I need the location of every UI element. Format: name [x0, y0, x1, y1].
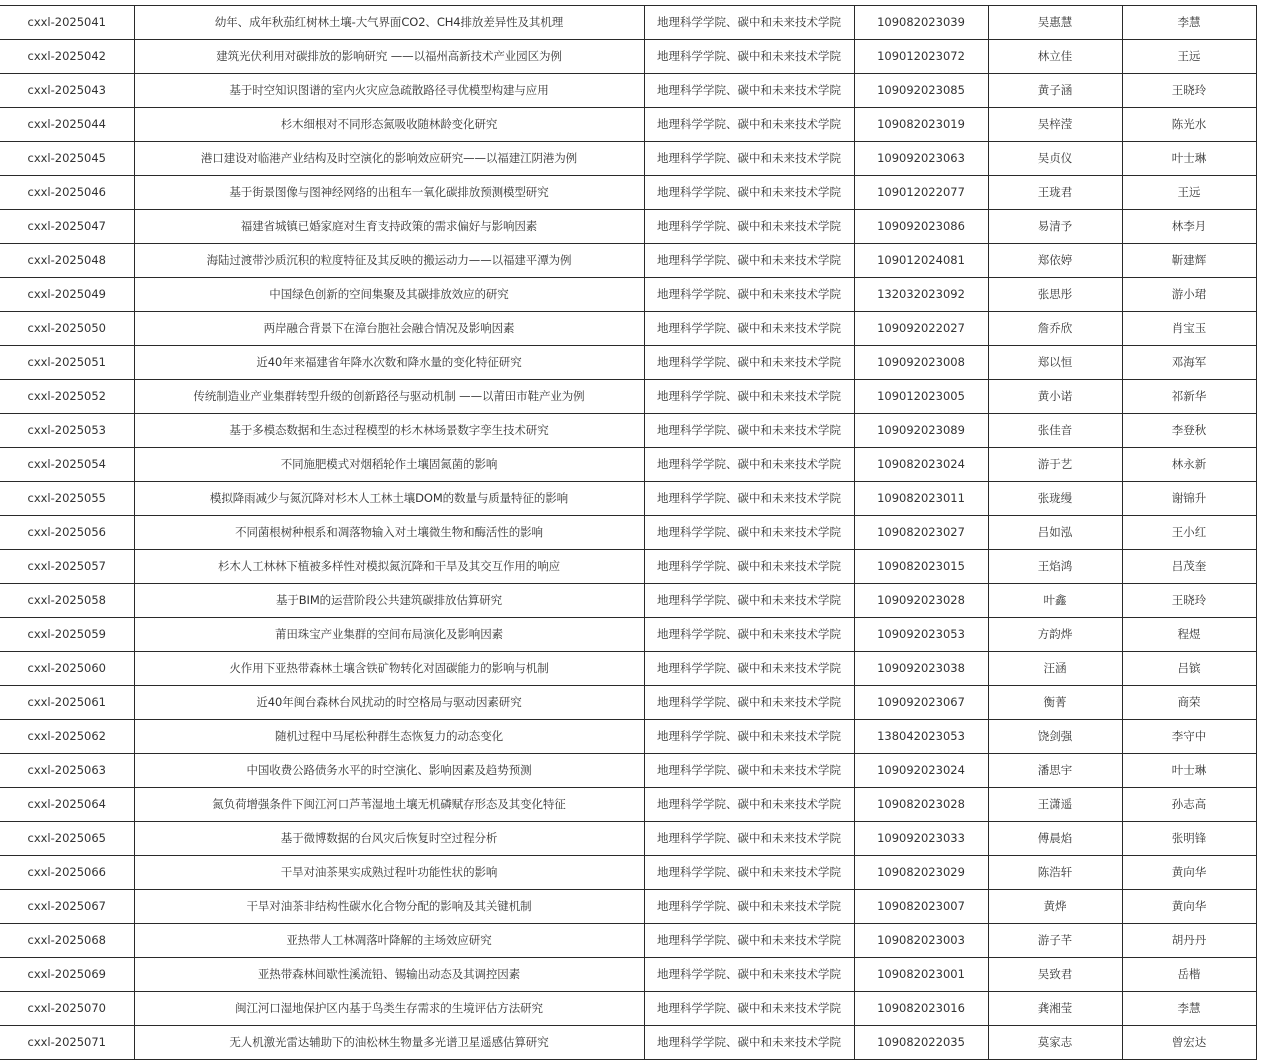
advisor-name-cell[interactable]: 王小红 [1122, 516, 1256, 550]
student-name-cell[interactable]: 吴梓滢 [988, 108, 1122, 142]
college-cell[interactable]: 地理科学学院、碳中和未来技术学院 [644, 482, 854, 516]
student-name-cell[interactable]: 潘思宇 [988, 754, 1122, 788]
project-code-cell[interactable]: cxxl-2025057 [0, 550, 134, 584]
project-code-cell[interactable]: cxxl-2025050 [0, 312, 134, 346]
student-name-cell[interactable]: 汪涵 [988, 652, 1122, 686]
college-cell[interactable]: 地理科学学院、碳中和未来技术学院 [644, 6, 854, 40]
project-title-cell[interactable]: 近40年来福建省年降水次数和降水量的变化特征研究 [134, 346, 644, 380]
student-id-cell[interactable]: 109082023039 [854, 6, 988, 40]
advisor-name-cell[interactable]: 祁新华 [1122, 380, 1256, 414]
advisor-name-cell[interactable]: 王晓玲 [1122, 584, 1256, 618]
project-title-cell[interactable]: 近40年闽台森林台风扰动的时空格局与驱动因素研究 [134, 686, 644, 720]
college-cell[interactable]: 地理科学学院、碳中和未来技术学院 [644, 992, 854, 1026]
student-name-cell[interactable]: 衡菁 [988, 686, 1122, 720]
table-row [0, 108, 1256, 142]
student-id-cell[interactable]: 109092023008 [854, 346, 988, 380]
student-id-cell[interactable]: 109082023024 [854, 448, 988, 482]
advisor-name-cell[interactable]: 游小珺 [1122, 278, 1256, 312]
project-code-cell[interactable]: cxxl-2025053 [0, 414, 134, 448]
project-code-cell[interactable]: cxxl-2025061 [0, 686, 134, 720]
advisor-name-cell[interactable]: 王远 [1122, 40, 1256, 74]
advisor-name-cell[interactable]: 岳楷 [1122, 958, 1256, 992]
college-cell[interactable]: 地理科学学院、碳中和未来技术学院 [644, 210, 854, 244]
table-row [0, 448, 1256, 482]
project-code-cell[interactable]: cxxl-2025062 [0, 720, 134, 754]
college-cell[interactable]: 地理科学学院、碳中和未来技术学院 [644, 788, 854, 822]
project-title-cell[interactable]: 杉木人工林林下植被多样性对模拟氮沉降和干旱及其交互作用的响应 [134, 550, 644, 584]
project-title-cell[interactable]: 不同施肥模式对烟稻轮作土壤固氮菌的影响 [134, 448, 644, 482]
student-id-cell[interactable]: 109092023067 [854, 686, 988, 720]
student-name-cell[interactable]: 龚湘莹 [988, 992, 1122, 1026]
advisor-name-cell[interactable]: 黄向华 [1122, 856, 1256, 890]
student-id-cell[interactable]: 109082023015 [854, 550, 988, 584]
college-cell[interactable]: 地理科学学院、碳中和未来技术学院 [644, 278, 854, 312]
project-title-cell[interactable]: 火作用下亚热带森林土壤含铁矿物转化对固碳能力的影响与机制 [134, 652, 644, 686]
project-code-cell[interactable]: cxxl-2025055 [0, 482, 134, 516]
student-name-cell[interactable]: 张佳音 [988, 414, 1122, 448]
student-name-cell[interactable]: 叶鑫 [988, 584, 1122, 618]
table-row [0, 176, 1256, 210]
advisor-name-cell[interactable]: 王远 [1122, 176, 1256, 210]
project-code-cell[interactable]: cxxl-2025043 [0, 74, 134, 108]
project-code-cell[interactable]: cxxl-2025067 [0, 890, 134, 924]
advisor-name-cell[interactable]: 肖宝玉 [1122, 312, 1256, 346]
project-title-cell[interactable]: 杉木细根对不同形态氮吸收随林龄变化研究 [134, 108, 644, 142]
advisor-name-cell[interactable]: 吕茂奎 [1122, 550, 1256, 584]
student-name-cell[interactable]: 王焰鸿 [988, 550, 1122, 584]
student-name-cell[interactable]: 张思彤 [988, 278, 1122, 312]
table-row [0, 74, 1256, 108]
college-cell[interactable]: 地理科学学院、碳中和未来技术学院 [644, 584, 854, 618]
project-code-cell[interactable]: cxxl-2025044 [0, 108, 134, 142]
college-cell[interactable]: 地理科学学院、碳中和未来技术学院 [644, 312, 854, 346]
table-row [0, 142, 1256, 176]
table-row [0, 346, 1256, 380]
project-code-cell[interactable]: cxxl-2025068 [0, 924, 134, 958]
advisor-name-cell[interactable]: 邓海军 [1122, 346, 1256, 380]
table-row [0, 312, 1256, 346]
project-code-cell[interactable]: cxxl-2025065 [0, 822, 134, 856]
project-code-cell[interactable]: cxxl-2025048 [0, 244, 134, 278]
project-title-cell[interactable]: 基于时空知识图谱的室内火灾应急疏散路径寻优模型构建与应用 [134, 74, 644, 108]
college-cell[interactable]: 地理科学学院、碳中和未来技术学院 [644, 890, 854, 924]
project-code-cell[interactable]: cxxl-2025058 [0, 584, 134, 618]
table-row [0, 278, 1256, 312]
college-cell[interactable]: 地理科学学院、碳中和未来技术学院 [644, 40, 854, 74]
student-name-cell[interactable]: 吴贞仪 [988, 142, 1122, 176]
student-id-cell[interactable]: 109092023085 [854, 74, 988, 108]
advisor-name-cell[interactable]: 吕镔 [1122, 652, 1256, 686]
advisor-name-cell[interactable]: 林永新 [1122, 448, 1256, 482]
project-title-cell[interactable]: 干旱对油茶果实成熟过程叶功能性状的影响 [134, 856, 644, 890]
college-cell[interactable]: 地理科学学院、碳中和未来技术学院 [644, 958, 854, 992]
project-code-cell[interactable]: cxxl-2025060 [0, 652, 134, 686]
student-id-cell[interactable]: 132032023092 [854, 278, 988, 312]
student-name-cell[interactable]: 吕如泓 [988, 516, 1122, 550]
table-row [0, 414, 1256, 448]
project-title-cell[interactable]: 闽江河口湿地保护区内基于鸟类生存需求的生境评估方法研究 [134, 992, 644, 1026]
student-id-cell[interactable]: 109082023028 [854, 788, 988, 822]
project-title-cell[interactable]: 莆田珠宝产业集群的空间布局演化及影响因素 [134, 618, 644, 652]
project-table [0, 5, 1257, 1060]
student-id-cell[interactable]: 109082023003 [854, 924, 988, 958]
project-code-cell[interactable]: cxxl-2025070 [0, 992, 134, 1026]
student-name-cell[interactable]: 张珑缦 [988, 482, 1122, 516]
student-id-cell[interactable]: 109082023001 [854, 958, 988, 992]
project-title-cell[interactable]: 氮负荷增强条件下闽江河口芦苇湿地土壤无机磷赋存形态及其变化特征 [134, 788, 644, 822]
project-title-cell[interactable]: 中国绿色创新的空间集聚及其碳排放效应的研究 [134, 278, 644, 312]
project-code-cell[interactable]: cxxl-2025071 [0, 1026, 134, 1060]
project-table-body [0, 6, 1256, 1060]
table-row [0, 40, 1256, 74]
student-name-cell[interactable]: 莫家志 [988, 1026, 1122, 1060]
table-row [0, 550, 1256, 584]
student-id-cell[interactable]: 109092023089 [854, 414, 988, 448]
project-code-cell[interactable]: cxxl-2025051 [0, 346, 134, 380]
table-row [0, 958, 1256, 992]
table-row [0, 822, 1256, 856]
college-cell[interactable]: 地理科学学院、碳中和未来技术学院 [644, 380, 854, 414]
advisor-name-cell[interactable]: 李慧 [1122, 992, 1256, 1026]
advisor-name-cell[interactable]: 靳建辉 [1122, 244, 1256, 278]
table-row [0, 584, 1256, 618]
table-row [0, 482, 1256, 516]
project-title-cell[interactable]: 建筑光伏利用对碳排放的影响研究 ——以福州高新技术产业园区为例 [134, 40, 644, 74]
student-name-cell[interactable]: 黄烨 [988, 890, 1122, 924]
student-id-cell[interactable]: 109092022027 [854, 312, 988, 346]
project-title-cell[interactable]: 基于微博数据的台风灾后恢复时空过程分析 [134, 822, 644, 856]
project-title-cell[interactable]: 传统制造业产业集群转型升级的创新路径与驱动机制 ——以莆田市鞋产业为例 [134, 380, 644, 414]
project-code-cell[interactable]: cxxl-2025041 [0, 6, 134, 40]
college-cell[interactable]: 地理科学学院、碳中和未来技术学院 [644, 108, 854, 142]
college-cell[interactable]: 地理科学学院、碳中和未来技术学院 [644, 924, 854, 958]
student-name-cell[interactable]: 黄小诺 [988, 380, 1122, 414]
table-row [0, 652, 1256, 686]
student-id-cell[interactable]: 109082023011 [854, 482, 988, 516]
student-name-cell[interactable]: 王潇遥 [988, 788, 1122, 822]
project-code-cell[interactable]: cxxl-2025045 [0, 142, 134, 176]
table-row [0, 788, 1256, 822]
project-code-cell[interactable]: cxxl-2025063 [0, 754, 134, 788]
student-id-cell[interactable]: 109012023005 [854, 380, 988, 414]
college-cell[interactable]: 地理科学学院、碳中和未来技术学院 [644, 652, 854, 686]
advisor-name-cell[interactable]: 曾宏达 [1122, 1026, 1256, 1060]
student-id-cell[interactable]: 109012022077 [854, 176, 988, 210]
student-id-cell[interactable]: 109092023024 [854, 754, 988, 788]
table-row [0, 754, 1256, 788]
student-id-cell[interactable]: 109092023028 [854, 584, 988, 618]
table-row [0, 924, 1256, 958]
college-cell[interactable]: 地理科学学院、碳中和未来技术学院 [644, 822, 854, 856]
project-title-cell[interactable]: 福建省城镇已婚家庭对生育支持政策的需求偏好与影响因素 [134, 210, 644, 244]
advisor-name-cell[interactable]: 程煜 [1122, 618, 1256, 652]
project-code-cell[interactable]: cxxl-2025064 [0, 788, 134, 822]
student-name-cell[interactable]: 傅晨焰 [988, 822, 1122, 856]
student-id-cell[interactable]: 109092023086 [854, 210, 988, 244]
project-code-cell[interactable]: cxxl-2025042 [0, 40, 134, 74]
table-row [0, 618, 1256, 652]
advisor-name-cell[interactable]: 叶士琳 [1122, 754, 1256, 788]
college-cell[interactable]: 地理科学学院、碳中和未来技术学院 [644, 346, 854, 380]
student-id-cell[interactable]: 138042023053 [854, 720, 988, 754]
project-title-cell[interactable]: 模拟降雨减少与氮沉降对杉木人工林土壤DOM的数量与质量特征的影响 [134, 482, 644, 516]
college-cell[interactable]: 地理科学学院、碳中和未来技术学院 [644, 686, 854, 720]
student-name-cell[interactable]: 方韵烨 [988, 618, 1122, 652]
college-cell[interactable]: 地理科学学院、碳中和未来技术学院 [644, 754, 854, 788]
advisor-name-cell[interactable]: 张明锋 [1122, 822, 1256, 856]
college-cell[interactable]: 地理科学学院、碳中和未来技术学院 [644, 176, 854, 210]
advisor-name-cell[interactable]: 商荣 [1122, 686, 1256, 720]
project-title-cell[interactable]: 中国收费公路债务水平的时空演化、影响因素及趋势预测 [134, 754, 644, 788]
project-title-cell[interactable]: 不同菌根树种根系和凋落物输入对土壤微生物和酶活性的影响 [134, 516, 644, 550]
advisor-name-cell[interactable]: 李登秋 [1122, 414, 1256, 448]
student-name-cell[interactable]: 陈浩轩 [988, 856, 1122, 890]
project-title-cell[interactable]: 亚热带人工林凋落叶降解的主场效应研究 [134, 924, 644, 958]
college-cell[interactable]: 地理科学学院、碳中和未来技术学院 [644, 856, 854, 890]
student-name-cell[interactable]: 易清予 [988, 210, 1122, 244]
project-title-cell[interactable]: 基于街景图像与图神经网络的出租车一氧化碳排放预测模型研究 [134, 176, 644, 210]
project-code-cell[interactable]: cxxl-2025059 [0, 618, 134, 652]
project-title-cell[interactable]: 两岸融合背景下在漳台胞社会融合情况及影响因素 [134, 312, 644, 346]
table-row [0, 890, 1256, 924]
student-name-cell[interactable]: 林立佳 [988, 40, 1122, 74]
project-title-cell[interactable]: 港口建设对临港产业结构及时空演化的影响效应研究——以福建江阴港为例 [134, 142, 644, 176]
student-name-cell[interactable]: 詹乔欣 [988, 312, 1122, 346]
project-code-cell[interactable]: cxxl-2025056 [0, 516, 134, 550]
table-row [0, 992, 1256, 1026]
project-code-cell[interactable]: cxxl-2025049 [0, 278, 134, 312]
advisor-name-cell[interactable]: 胡丹丹 [1122, 924, 1256, 958]
project-title-cell[interactable]: 基于BIM的运营阶段公共建筑碳排放估算研究 [134, 584, 644, 618]
table-row [0, 1026, 1256, 1060]
project-code-cell[interactable]: cxxl-2025069 [0, 958, 134, 992]
advisor-name-cell[interactable]: 叶士琳 [1122, 142, 1256, 176]
student-id-cell[interactable]: 109012023072 [854, 40, 988, 74]
student-name-cell[interactable]: 吴致君 [988, 958, 1122, 992]
student-name-cell[interactable]: 郑以恒 [988, 346, 1122, 380]
student-name-cell[interactable]: 郑依婷 [988, 244, 1122, 278]
advisor-name-cell[interactable]: 李守中 [1122, 720, 1256, 754]
project-code-cell[interactable]: cxxl-2025047 [0, 210, 134, 244]
project-code-cell[interactable]: cxxl-2025052 [0, 380, 134, 414]
college-cell[interactable]: 地理科学学院、碳中和未来技术学院 [644, 720, 854, 754]
student-id-cell[interactable]: 109092023053 [854, 618, 988, 652]
college-cell[interactable]: 地理科学学院、碳中和未来技术学院 [644, 244, 854, 278]
advisor-name-cell[interactable]: 林李月 [1122, 210, 1256, 244]
project-title-cell[interactable]: 海陆过渡带沙质沉积的粒度特征及其反映的搬运动力——以福建平潭为例 [134, 244, 644, 278]
project-title-cell[interactable]: 基于多模态数据和生态过程模型的杉木林场景数字孪生技术研究 [134, 414, 644, 448]
student-id-cell[interactable]: 109082023019 [854, 108, 988, 142]
student-name-cell[interactable]: 饶剑强 [988, 720, 1122, 754]
student-name-cell[interactable]: 游于艺 [988, 448, 1122, 482]
college-cell[interactable]: 地理科学学院、碳中和未来技术学院 [644, 516, 854, 550]
table-row [0, 210, 1256, 244]
table-row [0, 6, 1256, 40]
student-name-cell[interactable]: 王珑君 [988, 176, 1122, 210]
student-id-cell[interactable]: 109092023033 [854, 822, 988, 856]
advisor-name-cell[interactable]: 孙志高 [1122, 788, 1256, 822]
table-row [0, 244, 1256, 278]
table-row [0, 720, 1256, 754]
college-cell[interactable]: 地理科学学院、碳中和未来技术学院 [644, 142, 854, 176]
student-id-cell[interactable]: 109082023016 [854, 992, 988, 1026]
student-id-cell[interactable]: 109082023027 [854, 516, 988, 550]
project-code-cell[interactable]: cxxl-2025046 [0, 176, 134, 210]
project-title-cell[interactable]: 亚热带森林间歇性溪流铅、锡输出动态及其调控因素 [134, 958, 644, 992]
project-title-cell[interactable]: 随机过程中马尾松种群生态恢复力的动态变化 [134, 720, 644, 754]
college-cell[interactable]: 地理科学学院、碳中和未来技术学院 [644, 448, 854, 482]
student-name-cell[interactable]: 游子芊 [988, 924, 1122, 958]
advisor-name-cell[interactable]: 黄向华 [1122, 890, 1256, 924]
project-title-cell[interactable]: 无人机激光雷达辅助下的油松林生物量多光谱卫星遥感估算研究 [134, 1026, 644, 1060]
table-row [0, 516, 1256, 550]
student-name-cell[interactable]: 吴惠慧 [988, 6, 1122, 40]
student-id-cell[interactable]: 109092023063 [854, 142, 988, 176]
table-row [0, 686, 1256, 720]
project-title-cell[interactable]: 幼年、成年秋茄红树林土壤-大气界面CO2、CH4排放差异性及其机理 [134, 6, 644, 40]
project-code-cell[interactable]: cxxl-2025054 [0, 448, 134, 482]
table-row [0, 380, 1256, 414]
table-row [0, 856, 1256, 890]
student-id-cell[interactable]: 109092023038 [854, 652, 988, 686]
college-cell[interactable]: 地理科学学院、碳中和未来技术学院 [644, 618, 854, 652]
student-name-cell[interactable]: 黄子涵 [988, 74, 1122, 108]
student-id-cell[interactable]: 109082022035 [854, 1026, 988, 1060]
student-id-cell[interactable]: 109082023029 [854, 856, 988, 890]
college-cell[interactable]: 地理科学学院、碳中和未来技术学院 [644, 414, 854, 448]
project-code-cell[interactable]: cxxl-2025066 [0, 856, 134, 890]
college-cell[interactable]: 地理科学学院、碳中和未来技术学院 [644, 74, 854, 108]
student-id-cell[interactable]: 109012024081 [854, 244, 988, 278]
advisor-name-cell[interactable]: 王晓玲 [1122, 74, 1256, 108]
college-cell[interactable]: 地理科学学院、碳中和未来技术学院 [644, 550, 854, 584]
advisor-name-cell[interactable]: 李慧 [1122, 6, 1256, 40]
college-cell[interactable]: 地理科学学院、碳中和未来技术学院 [644, 1026, 854, 1060]
project-title-cell[interactable]: 干旱对油茶非结构性碳水化合物分配的影响及其关键机制 [134, 890, 644, 924]
advisor-name-cell[interactable]: 谢锦升 [1122, 482, 1256, 516]
advisor-name-cell[interactable]: 陈光水 [1122, 108, 1256, 142]
student-id-cell[interactable]: 109082023007 [854, 890, 988, 924]
